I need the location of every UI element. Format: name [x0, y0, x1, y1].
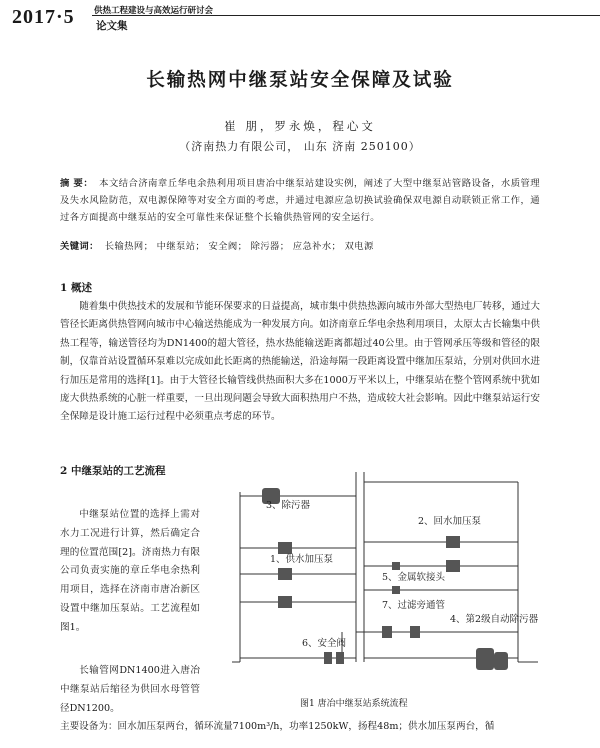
paper-authors: 崔 朋，罗永焕，程心文: [224, 119, 376, 133]
label-auto-separator: 4、第2级自动除污器: [450, 614, 539, 625]
return-pump: [446, 560, 460, 572]
section-2-paragraph-2: 长输管网DN1400进入唐冶中继泵站后缩径为供回水母管管径DN1200。: [60, 665, 200, 714]
keywords-text: 长输热网； 中继泵站； 安全阀； 除污器； 应急补水； 双电源: [104, 241, 374, 252]
supply-pump: [278, 568, 292, 580]
keywords-label: 关键词：: [60, 241, 99, 252]
auto-dirt-separator: [494, 652, 508, 670]
label-bypass: 7、过滤旁通管: [382, 600, 446, 611]
section-1-heading: 1 概述: [60, 282, 92, 294]
label-safety-valve: 6、安全阀: [302, 638, 347, 649]
label-dirt-separator: 3、除污器: [266, 500, 311, 511]
figure-caption: 图1 唐冶中继泵站系统流程: [300, 699, 408, 709]
section-1-paragraph: 随着集中供热技术的发展和节能环保要求的日益提高，城市集中供热热源向城市外部大型热电厂转移，通过大管径长距离供热管网向城市中心输送热能成为一种发展方向。如济南章丘华电余热利用项目，太原太古长输集中供热工程等，输送管径均为DN1400的超大管径，热水热能输送距离都超过40公里。由于管网承压等级和管径的限制，仅靠首站设置循环泵难以完成如此长距离的热能输送，沿途每隔一段距离设置中继加压泵站，分别对供回水进行加压是常用的选择[1]。由于大管径长输管线供热面积大多在1000万平米以上，中继泵站在整个管网系统中犹如庞大供热系统的心脏一样重要，一旦出现问题会导致大面积热用户不热，造成较大社会影响。因此中继泵站运行安全保障是设计施工运行过程中必须重点考虑的环节。: [60, 301, 540, 423]
section-2-paragraph-1: 中继泵站位置的选择上需对水力工况进行计算，然后确定合理的位置范围[2]。济南热力有限公司负责实施的章丘华电余热利用项目，选择在济南市唐冶新区设置中继加压泵站。工艺流程如图1。: [60, 509, 200, 633]
return-pump: [446, 536, 460, 548]
process-flow-diagram: [232, 462, 544, 686]
supply-pump: [278, 542, 292, 554]
label-supply-pump: 1、供水加压泵: [270, 554, 334, 565]
flexible-joint: [392, 562, 400, 570]
header-rule: [92, 15, 600, 16]
label-return-pump: 2、回水加压泵: [418, 516, 482, 527]
paper-title: 长输热网中继泵站安全保障及试验: [146, 70, 454, 91]
abstract-text: 本文结合济南章丘华电余热利用项目唐冶中继泵站建设实例，阐述了大型中继泵站管路设备，水质管理及失水风险防范，双电源保障等对安全方面的考虑，并通过电源应急切换试验确保双电源自动联锁正常工作，通过各方面提高中继泵站的安全可靠性来保证整个长输供热管网的安全运行。: [60, 178, 540, 223]
abstract-label: 摘 要：: [60, 178, 94, 189]
section-2-heading: 2 中继泵站的工艺流程: [60, 465, 166, 477]
safety-valve: [336, 652, 344, 664]
bypass-valve: [382, 626, 392, 638]
keywords: [60, 238, 540, 252]
header-series-title: 供热工程建设与高效运行研讨会: [94, 6, 214, 16]
header-year: 2017·5: [12, 6, 75, 28]
label-flexible-joint: 5、金属软接头: [382, 572, 446, 583]
auto-dirt-separator: [476, 648, 494, 670]
supply-pump: [278, 596, 292, 608]
flexible-joint: [392, 586, 400, 594]
paper-affiliation: （济南热力有限公司， 山东 济南 250100）: [179, 140, 421, 153]
bypass-valve: [410, 626, 420, 638]
safety-valve: [324, 652, 332, 664]
abstract: [60, 176, 540, 226]
section-2-paragraph-3: 主要设备为：回水加压泵两台，循环流量7100m³/h，功率1250kW，扬程48m；供水加压泵两台，循: [60, 721, 495, 732]
header-collection: 论文集: [96, 20, 128, 32]
